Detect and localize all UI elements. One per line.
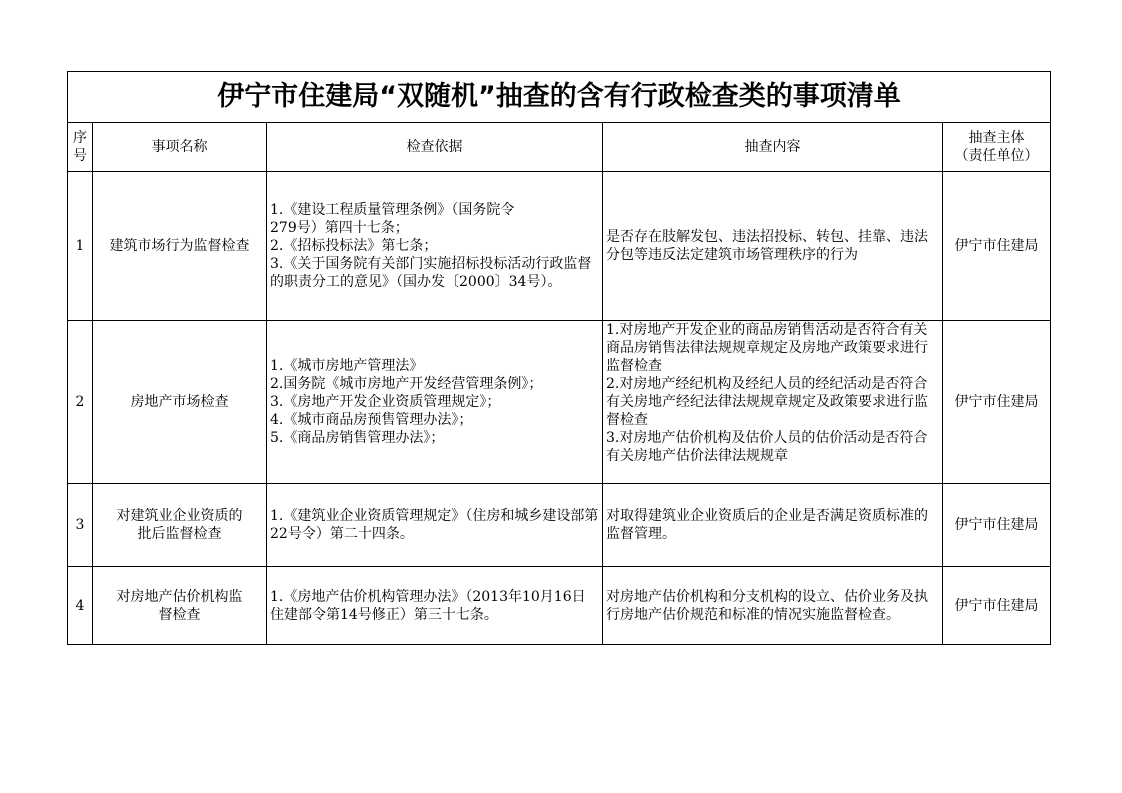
- row-inspection-content: 对房地产估价机构和分支机构的设立、估价业务及执行房地产估价规范和标准的情况实施监督检查。: [603, 567, 943, 645]
- row-item-name: 对建筑业企业资质的批后监督检查: [93, 484, 267, 567]
- row-index: 2: [68, 321, 93, 484]
- table-row: [68, 172, 1051, 321]
- row-inspection-subject: 伊宁市住建局: [943, 567, 1051, 645]
- header-row: [68, 123, 1051, 172]
- row-index: 4: [68, 567, 93, 645]
- row-item-name: 对房地产估价机构监督检查: [93, 567, 267, 645]
- inspection-items-table: [67, 71, 1051, 645]
- row-inspection-subject: 伊宁市住建局: [943, 321, 1051, 484]
- header-inspection-content: 抽查内容: [603, 123, 943, 172]
- header-inspection-basis: 检查依据: [267, 123, 603, 172]
- title-row: [68, 72, 1051, 123]
- row-inspection-content: 是否存在肢解发包、违法招投标、转包、挂靠、违法分包等违反法定建筑市场管理秩序的行为: [603, 172, 943, 321]
- row-index: 3: [68, 484, 93, 567]
- page-title: 伊宁市住建局“双随机”抽查的含有行政检查类的事项清单: [68, 72, 1051, 123]
- row-inspection-basis: 1.《建筑业企业资质管理规定》（住房和城乡建设部第22号令）第二十四条。: [267, 484, 603, 567]
- row-index: 1: [68, 172, 93, 321]
- table-row: [68, 321, 1051, 484]
- row-inspection-content: 1.对房地产开发企业的商品房销售活动是否符合有关商品房销售法律法规规章规定及房地产政策要求进行监督检查 2.对房地产经纪机构及经纪人员的经纪活动是否符合有关房地产经纪法律法规规章规定及政策要求进行监督检查 3.对房地产估价机构及估价人员的估价活动是否符合有关房地产估价法律法规规章: [603, 321, 943, 484]
- row-inspection-basis: 1.《房地产估价机构管理办法》（2013年10月16日住建部令第14号修正）第三十七条。: [267, 567, 603, 645]
- row-inspection-content: 对取得建筑业企业资质后的企业是否满足资质标准的监督管理。: [603, 484, 943, 567]
- row-item-name: 建筑市场行为监督检查: [93, 172, 267, 321]
- row-item-name: 房地产市场检查: [93, 321, 267, 484]
- row-inspection-subject: 伊宁市住建局: [943, 172, 1051, 321]
- header-item-name: 事项名称: [93, 123, 267, 172]
- header-index: 序 号: [68, 123, 93, 172]
- row-inspection-basis: 1.《建设工程质量管理条例》（国务院令 279号）第四十七条； 2.《招标投标法》第七条； 3.《关于国务院有关部门实施招标投标活动行政监督的职责分工的意见》（国办发〔2000〕34号）。: [267, 172, 603, 321]
- row-inspection-subject: 伊宁市住建局: [943, 484, 1051, 567]
- table-row: [68, 567, 1051, 645]
- header-inspection-subject: 抽查主体 （责任单位）: [943, 123, 1051, 172]
- row-inspection-basis: 1.《城市房地产管理法》 2.国务院《城市房地产开发经营管理条例》； 3.《房地产开发企业资质管理规定》； 4.《城市商品房预售管理办法》； 5.《商品房销售管理办法》；: [267, 321, 603, 484]
- table-row: [68, 484, 1051, 567]
